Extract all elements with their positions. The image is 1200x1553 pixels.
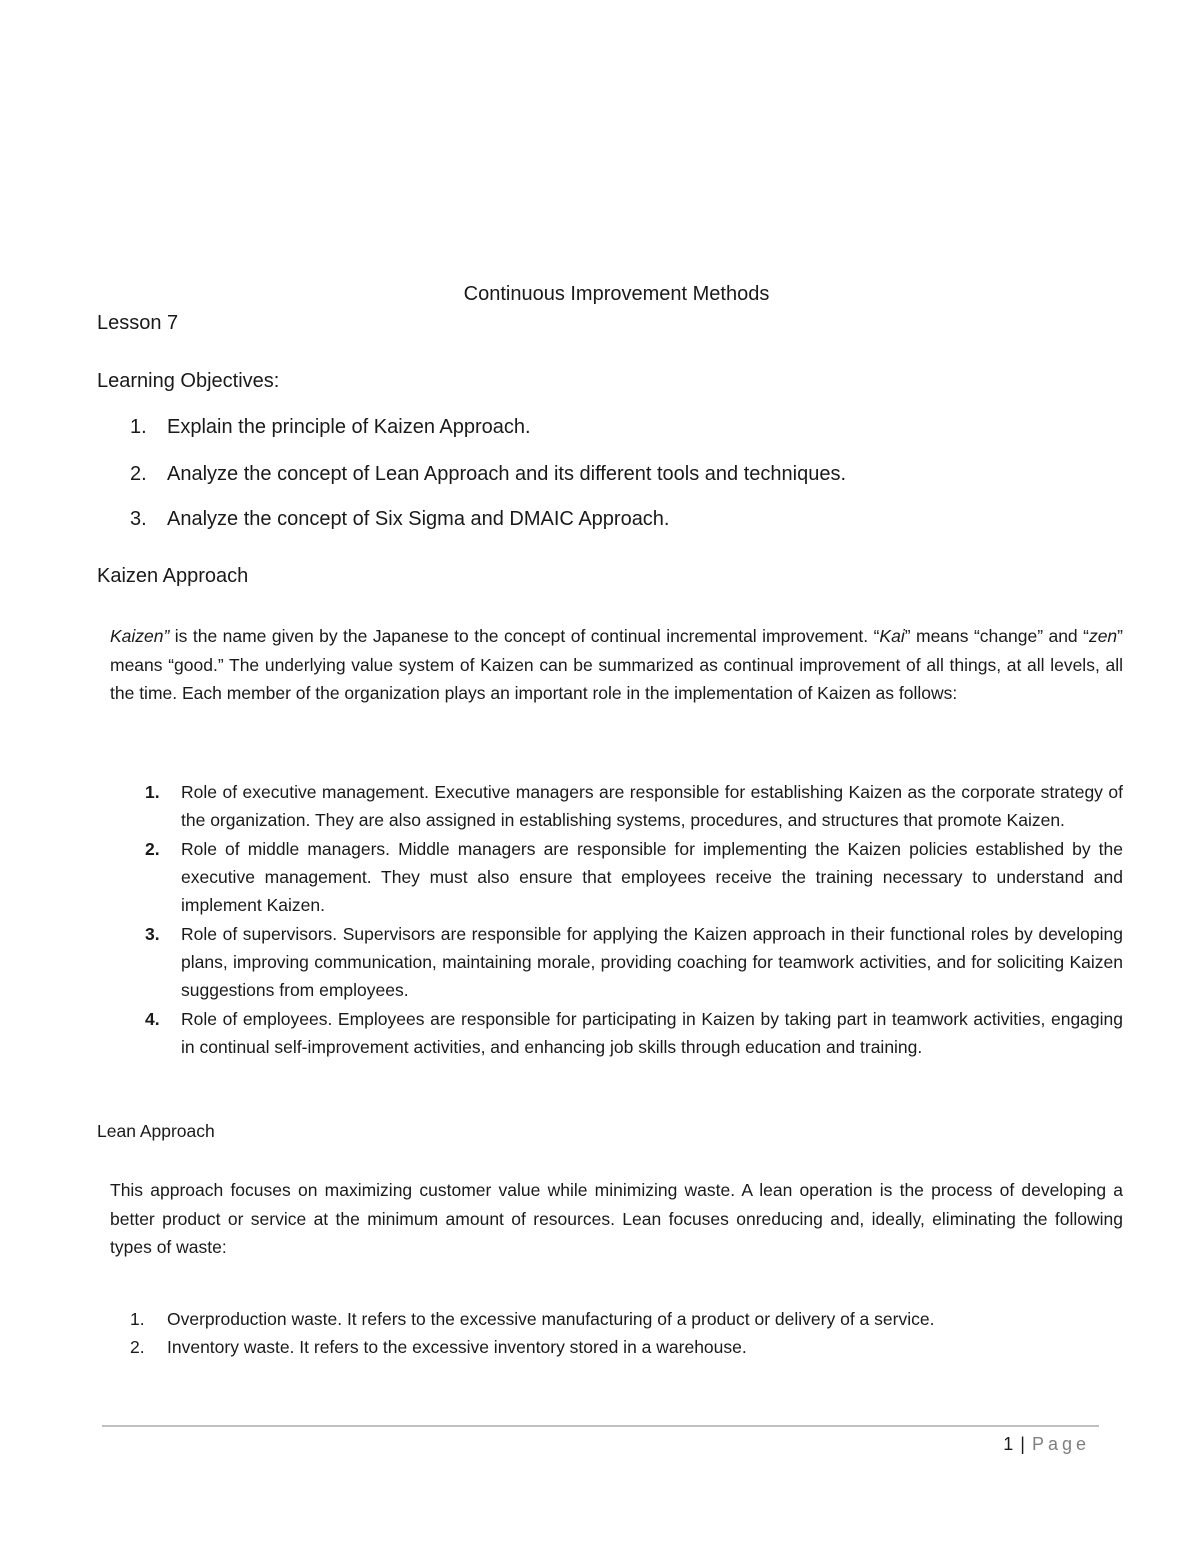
role-number: 4. xyxy=(145,1009,160,1029)
footer-divider xyxy=(102,1425,1099,1427)
objective-text: Analyze the concept of Six Sigma and DMAIC Approach. xyxy=(167,508,670,530)
kaizen-term: Kaizen” xyxy=(110,626,170,646)
waste-text: Inventory waste. It refers to the excessive inventory stored in a warehouse. xyxy=(167,1337,747,1357)
role-text: Role of middle managers. Middle managers are responsible for implementing the Kaizen policies established by the executive management. They must also ensure that employees receive the training necessary to understand and implement Kaizen. xyxy=(181,839,1123,915)
objectives-heading: Learning Objectives: xyxy=(97,370,280,392)
kaizen-roles-list xyxy=(145,778,1123,1061)
objective-item xyxy=(130,508,670,531)
kaizen-intro-paragraph xyxy=(110,622,1123,708)
page-label: Page xyxy=(1031,1434,1090,1454)
role-number: 2. xyxy=(145,839,160,859)
kaizen-intro-text: ” means “change” and “ xyxy=(904,626,1089,646)
document-title: Continuous Improvement Methods xyxy=(463,283,770,305)
page-separator: | xyxy=(1020,1434,1025,1454)
lean-intro-paragraph: This approach focuses on maximizing customer value while minimizing waste. A lean operation is the process of developing a better product or service at the minimum amount of resources. Lean focuses onreducing and, ideally, eliminating the following types of waste: xyxy=(110,1180,1123,1257)
waste-item xyxy=(130,1333,934,1361)
page-number: 1 xyxy=(1003,1434,1014,1454)
role-text: Role of supervisors. Supervisors are responsible for applying the Kaizen approach in their functional roles by developing plans, improving communication, maintaining morale, providing coaching for teamwork activities, and for soliciting Kaizen suggestions from employees. xyxy=(181,924,1123,1000)
objective-number: 1. xyxy=(130,416,147,438)
role-item xyxy=(145,1005,1123,1061)
waste-text: Overproduction waste. It refers to the excessive manufacturing of a product or delivery of a service. xyxy=(167,1309,935,1329)
objective-item xyxy=(130,416,531,439)
objective-text: Analyze the concept of Lean Approach and its different tools and techniques. xyxy=(167,463,846,485)
role-item xyxy=(145,778,1123,834)
role-item xyxy=(145,920,1123,1004)
objective-number: 2. xyxy=(130,463,147,485)
waste-number: 2. xyxy=(130,1337,145,1357)
kai-term: Kai xyxy=(879,626,905,646)
waste-number: 1. xyxy=(130,1309,145,1329)
role-number: 1. xyxy=(145,782,160,802)
zen-term: zen xyxy=(1088,626,1118,646)
waste-item xyxy=(130,1305,934,1333)
lesson-label: Lesson 7 xyxy=(97,312,179,334)
kaizen-intro-text: ” means “good.” The underlying value system of Kaizen can be summarized as continual improvement of all things, at all levels, all the time. Each member of the organization plays an important role in the implementation of Kaizen as follows: xyxy=(110,626,1123,703)
role-text: Role of executive management. Executive managers are responsible for establishing Kaizen as the corporate strategy of the organization. They are also assigned in establishing systems, procedures, and structures that promote Kaizen. xyxy=(181,782,1123,830)
kaizen-intro-text: is the name given by the Japanese to the concept of continual incremental improvement. “ xyxy=(169,626,880,646)
role-text: Role of employees. Employees are responsible for participating in Kaizen by taking part in teamwork activities, engaging in continual self-improvement activities, and enhancing job skills through education and training. xyxy=(181,1009,1123,1057)
lean-heading: Lean Approach xyxy=(97,1121,215,1141)
waste-list xyxy=(130,1305,934,1361)
objective-number: 3. xyxy=(130,508,147,530)
page-footer xyxy=(1003,1434,1090,1455)
role-number: 3. xyxy=(145,924,160,944)
kaizen-heading: Kaizen Approach xyxy=(97,565,249,587)
objective-text: Explain the principle of Kaizen Approach. xyxy=(167,416,531,438)
objective-item xyxy=(130,463,846,486)
role-item xyxy=(145,835,1123,919)
